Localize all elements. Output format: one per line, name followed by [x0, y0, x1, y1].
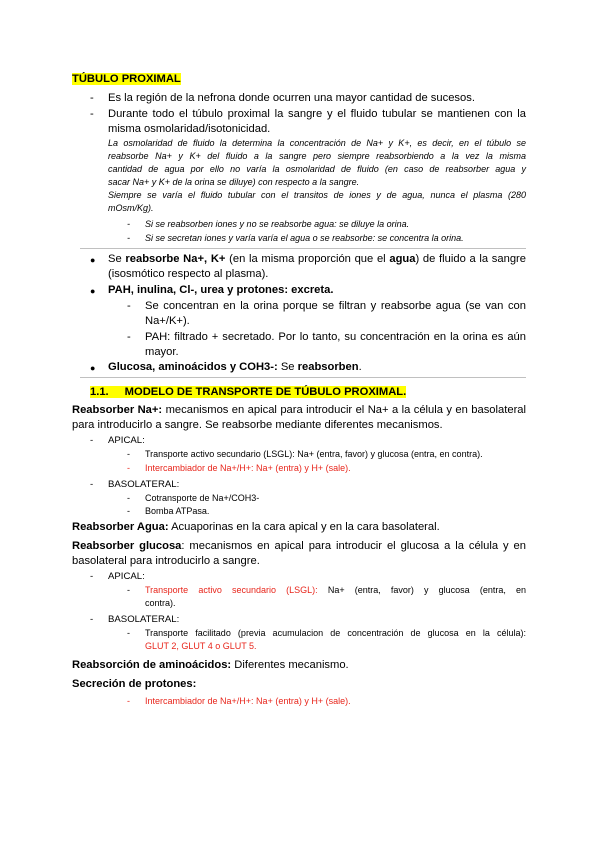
list-dash: -	[127, 331, 131, 343]
glucosa-apical-label: APICAL:	[108, 571, 145, 582]
list-dash: -	[127, 585, 130, 595]
na-apical-label: APICAL:	[108, 435, 145, 446]
list-dash: -	[127, 696, 130, 706]
na-apical-item-1: Transporte activo secundario (LSGL): Na+ (entra, favor) y glucosa (entra, en contra).	[145, 449, 483, 459]
divider	[80, 377, 526, 378]
list-dash: -	[90, 479, 94, 490]
na-apical-item-2: Intercambiador de Na+/H+: Na+ (entra) y H+ (sale).	[145, 463, 351, 473]
glucosa-apical-item-1-line-2: contra).	[145, 598, 176, 608]
list-dash: -	[90, 92, 94, 104]
bullet-1-line-2: (isosmótico respecto al plasma).	[108, 268, 269, 280]
bullet-dot: ●	[90, 286, 96, 296]
na-basolateral-item-1: Cotransporte de Na+/COH3-	[145, 493, 260, 503]
title-text: TÚBULO PROXIMAL	[72, 73, 181, 85]
na-basolateral-label: BASOLATERAL:	[108, 479, 180, 490]
glucosa-basolateral-label: BASOLATERAL:	[108, 614, 180, 625]
list-dash: -	[127, 219, 130, 229]
list-dash: -	[127, 628, 130, 638]
glucosa-heading: Reabsorber glucosa: mecanismos en apical para introducir el glucosa a la célula y en	[72, 540, 527, 552]
list-dash: -	[90, 571, 94, 582]
note-line-1: La osmolaridad de fluido la determina la concentración de Na+ y K+, es decir, en el túbulo se	[108, 138, 526, 148]
list-dash: -	[127, 449, 130, 459]
protones-item: Intercambiador de Na+/H+: Na+ (entra) y H+ (sale).	[145, 696, 351, 706]
bullet-2: PAH, inulina, Cl-, urea y protones: excreta.	[108, 284, 334, 296]
note-sub-1: Si se reabsorben iones y no se reabsorbe agua: se diluye la orina.	[145, 219, 410, 229]
protones-heading: Secreción de protones:	[72, 678, 197, 690]
list-dash: -	[127, 233, 130, 243]
glucosa-apical-item-1: Transporte activo secundario (LSGL): Na+ (entra, favor) y glucosa (entra, en	[145, 585, 526, 595]
section-heading	[90, 385, 406, 400]
note-line-4: sacar Na+ y K+ de la orina se diluye) con respecto a la sangre.	[108, 177, 360, 187]
divider	[80, 248, 526, 249]
note-line-6: mOsm/Kg).	[108, 203, 154, 213]
section-title: MODELO DE TRANSPORTE DE TÚBULO PROXIMAL.	[124, 386, 407, 398]
amino-heading: Reabsorción de aminoácidos: Diferentes mecanismo.	[72, 659, 349, 671]
na-basolateral-item-2: Bomba ATPasa.	[145, 506, 210, 516]
note-sub-2: Si se secretan iones y varía varía el agua o se reabsorbe: se concentra la orina.	[145, 233, 464, 243]
note-line-2: reabsorbe Na+ y K+ del fluido a la sangre pero siempre reabsorbiendo a la vez la misma	[108, 151, 526, 161]
list-dash: -	[90, 108, 94, 120]
page-title	[72, 72, 181, 87]
na-heading: Reabsorber Na+: mecanismos en apical para introducir el Na+ a la célula y en basolateral	[72, 404, 526, 416]
agua-heading: Reabsorber Agua: Acuaporinas en la cara apical y en la cara basolateral.	[72, 521, 440, 533]
bullet-2-sub-1-line-2: Na+/K+).	[145, 315, 190, 327]
bullet-2-sub-2-line-2: mayor.	[145, 346, 179, 358]
bullet-2-sub-2-line-1: PAH: filtrado + secretado. Por lo tanto, su concentración en la orina es aún	[145, 331, 526, 343]
list-dash: -	[127, 493, 130, 503]
bullet-dot: ●	[90, 363, 96, 373]
list-dash: -	[90, 614, 94, 625]
bullet-dot: ●	[90, 255, 96, 265]
intro-item-2-line-1: Durante todo el túbulo proximal la sangre y el fluido tubular se mantienen con la	[108, 108, 526, 120]
note-line-3: cantidad de agua por ello no varía la osmolaridad de fluido (en caso de reabsorber agua y	[108, 164, 526, 174]
section-number: 1.1.	[90, 386, 125, 398]
glucosa-basolateral-item-1: Transporte facilitado (previa acumulacion de concentración de glucosa en la célula):	[145, 628, 526, 638]
list-dash: -	[127, 300, 131, 312]
bullet-1-line-1: Se reabsorbe Na+, K+ (en la misma proporción que el agua) de fluido a la sangre	[108, 253, 527, 265]
list-dash: -	[127, 463, 130, 473]
list-dash: -	[127, 506, 130, 516]
na-line-2: para introducirlo a sangre. Se reabsorbe mediante diferentes mecanismos.	[72, 419, 443, 431]
list-dash: -	[90, 435, 94, 446]
glucosa-basolateral-item-1-red: GLUT 2, GLUT 4 o GLUT 5.	[145, 641, 257, 651]
note-line-5: Siempre se varía el fluido tubular con el transitos de iones y de agua, nunca el plasma (280	[108, 190, 526, 200]
glucosa-line-2: basolateral para introducirlo a sangre.	[72, 555, 260, 567]
bullet-2-sub-1-line-1: Se concentran en la orina porque se filtran y reabsorbe agua (se van con	[145, 300, 526, 312]
intro-item-2-line-2: misma osmolaridad/isotonicidad.	[108, 123, 271, 135]
bullet-3: Glucosa, aminoácidos y COH3-: Se reabsorben.	[108, 361, 362, 373]
intro-item-1: Es la región de la nefrona donde ocurren una mayor cantidad de sucesos.	[108, 92, 475, 104]
